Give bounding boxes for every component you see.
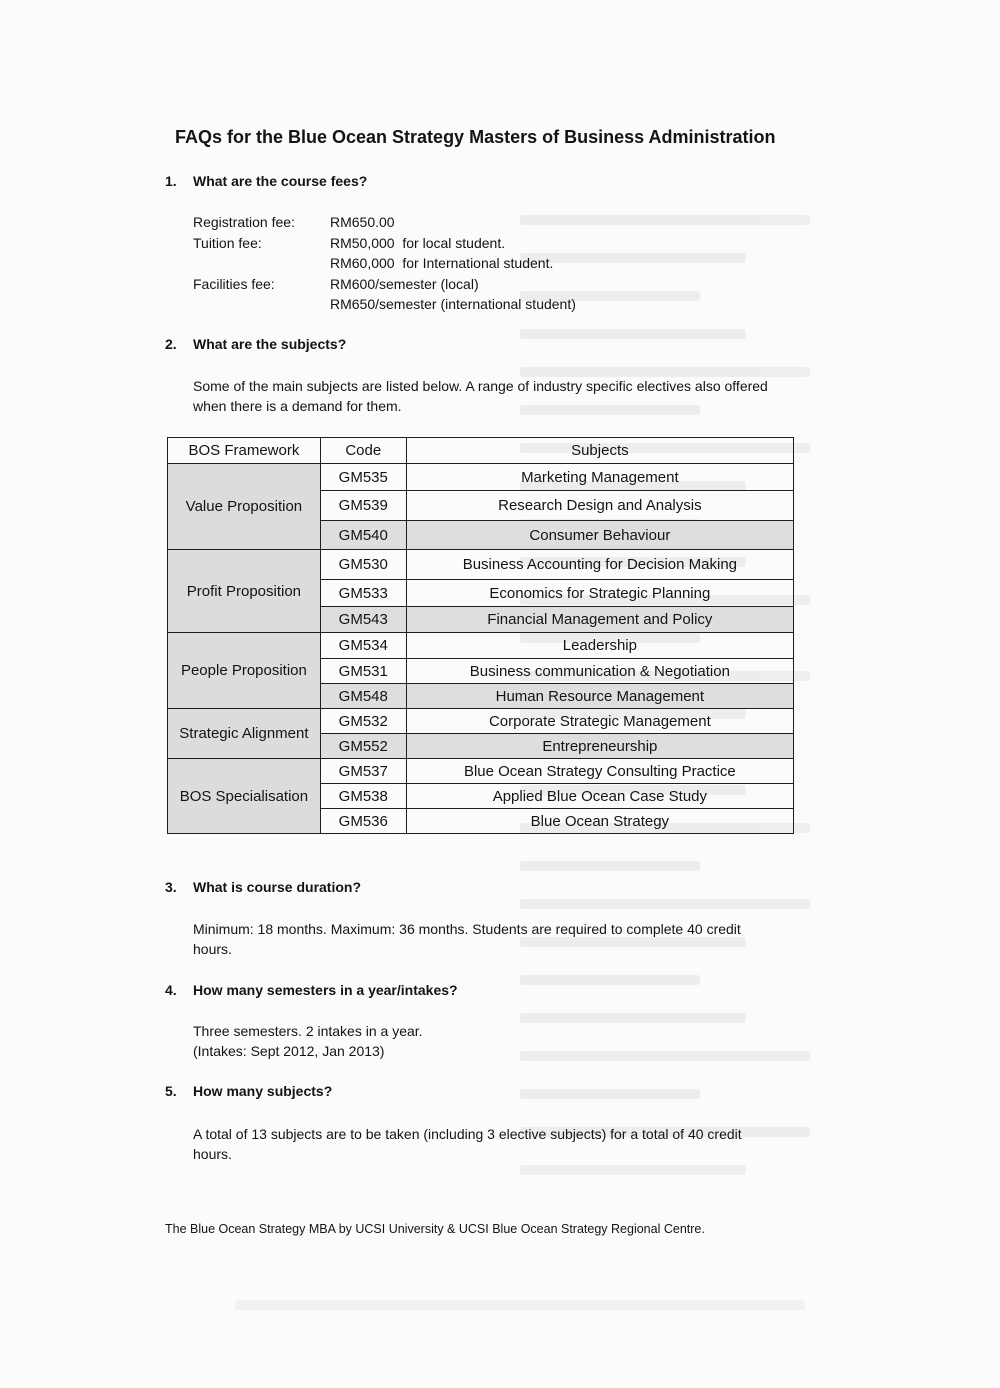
reverse-side-footer-bleed	[235, 1300, 805, 1310]
question-4-heading	[165, 982, 458, 998]
code-cell: GM540	[320, 521, 406, 550]
table-row	[168, 759, 794, 784]
table-header-row	[168, 438, 794, 464]
question-4-answer	[193, 1021, 783, 1061]
subject-cell: Marketing Management	[406, 464, 793, 491]
table-row	[168, 464, 794, 491]
subject-cell: Financial Management and Policy	[406, 607, 793, 633]
code-cell: GM539	[320, 491, 406, 521]
fee-value: RM600/semester (local)	[330, 275, 479, 292]
column-header-code: Code	[320, 438, 406, 464]
framework-cell: Profit Proposition	[168, 550, 321, 633]
subject-cell: Corporate Strategic Management	[406, 709, 793, 734]
page-title: FAQs for the Blue Ocean Strategy Masters of Business Administration	[175, 127, 776, 147]
code-cell: GM538	[320, 784, 406, 809]
question-text: What is course duration?	[193, 879, 362, 895]
fee-row-tuition	[193, 233, 576, 274]
subject-cell: Research Design and Analysis	[406, 491, 793, 521]
subject-cell: Consumer Behaviour	[406, 521, 793, 550]
question-3-answer	[193, 919, 783, 959]
framework-cell: Strategic Alignment	[168, 709, 321, 759]
answer-text: Some of the main subjects are listed below. A range of industry specific electives also offered when there is a demand for them.	[193, 378, 768, 414]
code-cell: GM532	[320, 709, 406, 734]
column-header-subjects: Subjects	[406, 438, 793, 464]
question-number: 1.	[165, 173, 177, 189]
framework-cell: Value Proposition	[168, 464, 321, 550]
subject-cell: Business communication & Negotiation	[406, 659, 793, 684]
table-row	[168, 633, 794, 659]
fee-label: Registration fee:	[193, 214, 295, 230]
framework-cell: People Proposition	[168, 633, 321, 709]
question-number: 4.	[165, 982, 177, 998]
fee-values	[330, 233, 553, 274]
question-text: What are the subjects?	[193, 336, 347, 352]
question-text: How many semesters in a year/intakes?	[193, 982, 458, 998]
code-cell: GM548	[320, 684, 406, 709]
table-row	[168, 550, 794, 580]
code-cell: GM552	[320, 734, 406, 759]
subjects-table	[167, 437, 794, 834]
subject-cell: Entrepreneurship	[406, 734, 793, 759]
fee-value: RM50,000 for local student.	[330, 234, 506, 251]
question-number: 2.	[165, 336, 177, 352]
framework-cell: BOS Specialisation	[168, 759, 321, 834]
question-5-heading	[165, 1083, 332, 1099]
subject-cell: Applied Blue Ocean Case Study	[406, 784, 793, 809]
answer-line: (Intakes: Sept 2012, Jan 2013)	[193, 1043, 385, 1059]
fee-value: RM650.00	[330, 214, 395, 230]
question-2-answer	[193, 376, 783, 416]
code-cell: GM535	[320, 464, 406, 491]
subject-cell: Business Accounting for Decision Making	[406, 550, 793, 580]
subject-cell: Human Resource Management	[406, 684, 793, 709]
column-header-framework: BOS Framework	[168, 438, 321, 464]
question-5-answer	[193, 1124, 783, 1164]
question-text: How many subjects?	[193, 1083, 333, 1099]
question-2-heading	[165, 336, 346, 352]
fees-list	[193, 212, 576, 315]
question-number: 5.	[165, 1083, 177, 1099]
code-cell: GM533	[320, 580, 406, 607]
subject-cell: Blue Ocean Strategy	[406, 809, 793, 834]
code-cell: GM537	[320, 759, 406, 784]
fee-value: RM60,000 for International student.	[330, 255, 554, 272]
code-cell: GM543	[320, 607, 406, 633]
fee-value: RM650/semester (international student)	[330, 296, 576, 313]
code-cell: GM530	[320, 550, 406, 580]
fee-values	[330, 274, 576, 315]
table-row	[168, 709, 794, 734]
subject-cell: Economics for Strategic Planning	[406, 580, 793, 607]
fee-row-facilities	[193, 274, 576, 315]
question-1-heading	[165, 173, 367, 189]
answer-text: Minimum: 18 months. Maximum: 36 months. Students are required to complete 40 credit hours.	[193, 921, 741, 957]
code-cell: GM536	[320, 809, 406, 834]
answer-line: Three semesters. 2 intakes in a year.	[193, 1023, 423, 1039]
code-cell: GM534	[320, 633, 406, 659]
question-3-heading	[165, 879, 361, 895]
question-text: What are the course fees?	[193, 173, 368, 189]
fee-label: Facilities fee:	[193, 275, 275, 292]
page-footer: The Blue Ocean Strategy MBA by UCSI University & UCSI Blue Ocean Strategy Regional Centre.	[165, 1222, 705, 1236]
fee-label: Tuition fee:	[193, 234, 262, 251]
subject-cell: Leadership	[406, 633, 793, 659]
question-number: 3.	[165, 879, 177, 895]
fee-row-registration	[193, 212, 576, 233]
fee-values	[330, 212, 395, 233]
code-cell: GM531	[320, 659, 406, 684]
subject-cell: Blue Ocean Strategy Consulting Practice	[406, 759, 793, 784]
answer-text: A total of 13 subjects are to be taken (including 3 elective subjects) for a total of 40 credit hours.	[193, 1126, 742, 1162]
